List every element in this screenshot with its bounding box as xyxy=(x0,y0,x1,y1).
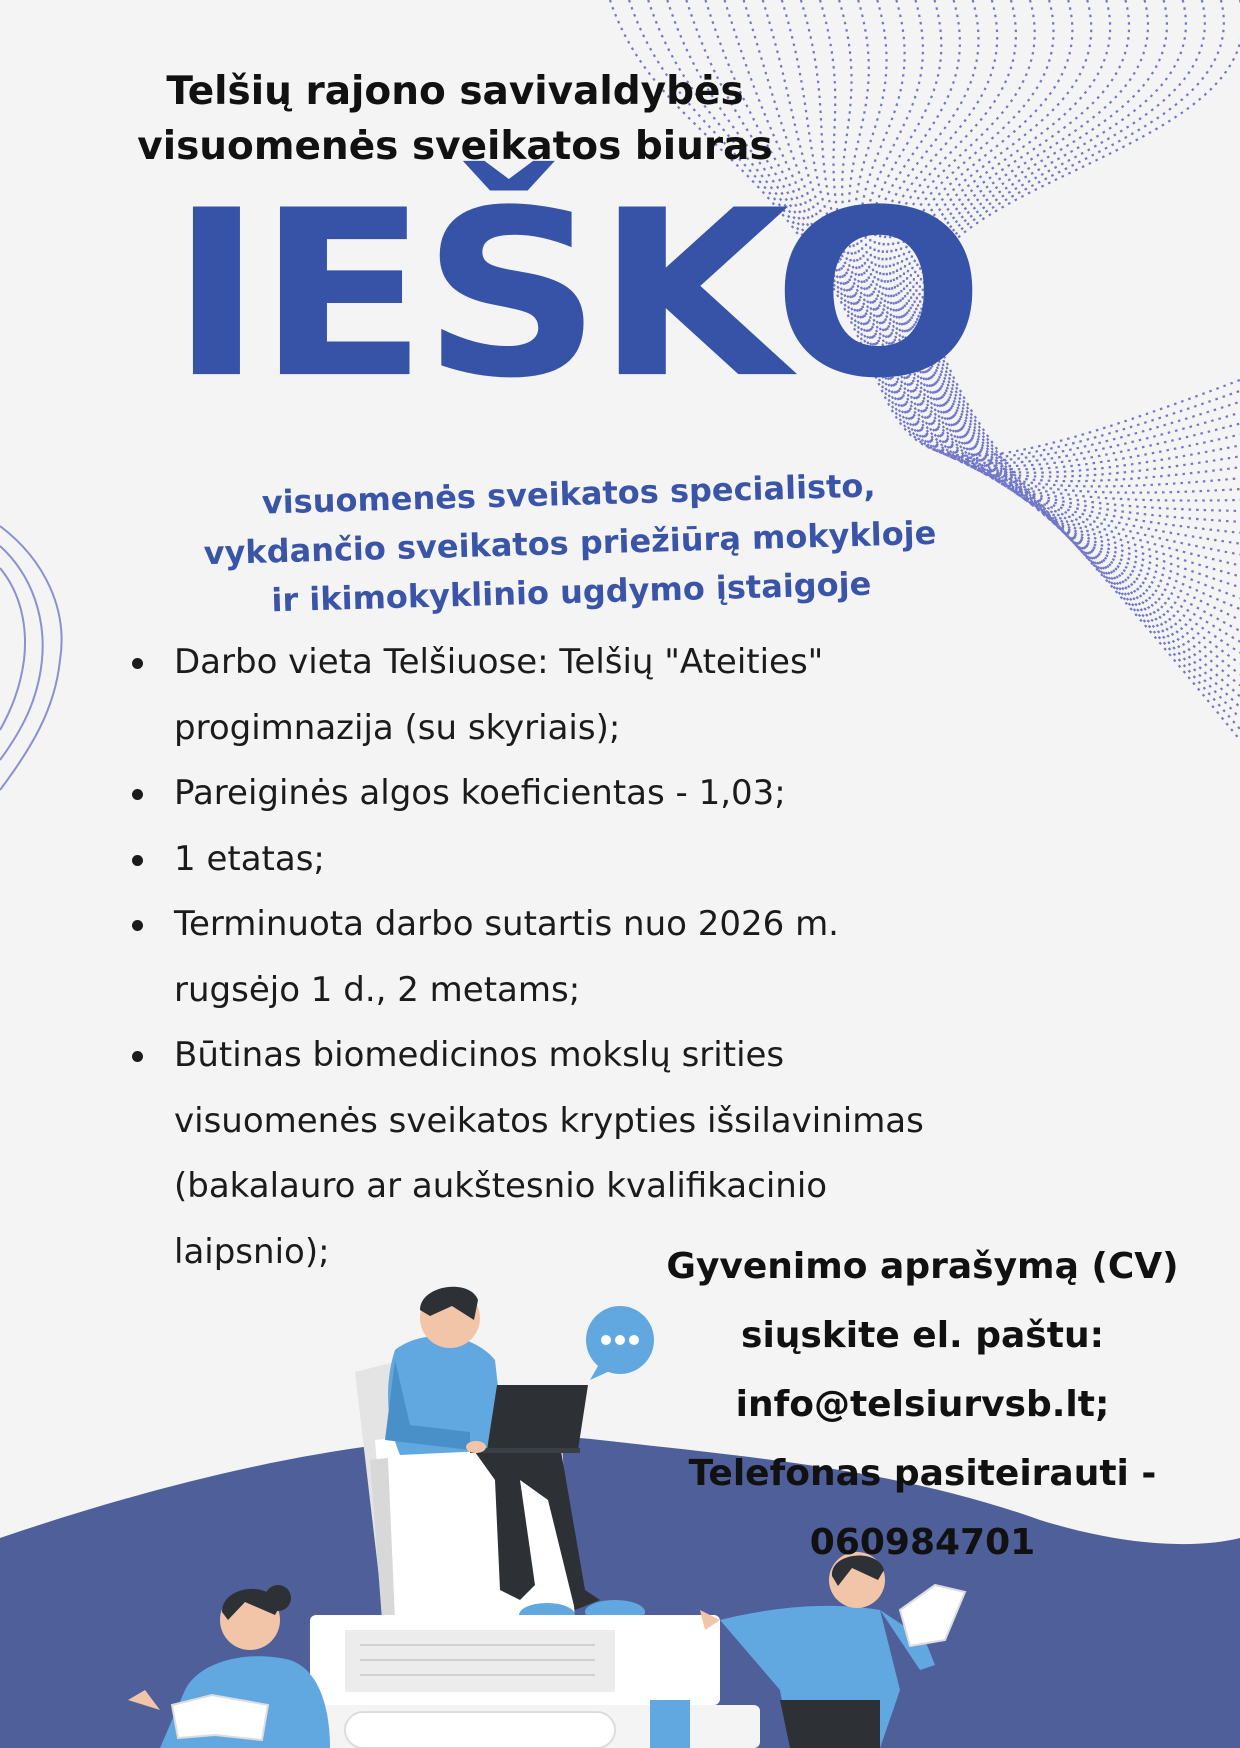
list-item-line: visuomenės sveikatos krypties išsilavinimas xyxy=(174,1100,924,1141)
contact-line2: siųskite el. paštu: xyxy=(741,1315,1104,1356)
org-title-line2: visuomenės sveikatos biuras xyxy=(137,124,773,169)
org-title-line1: Telšių rajono savivaldybės xyxy=(166,69,744,114)
contact-info xyxy=(660,1232,1185,1577)
list-item-line: Darbo vieta Telšiuose: Telšių "Ateities" xyxy=(174,642,824,682)
list-item-line: Terminuota darbo sutartis nuo 2026 m. xyxy=(174,904,839,944)
contact-phone: 060984701 xyxy=(809,1522,1036,1563)
list-item-line: 1 etatas; xyxy=(174,838,325,879)
list-item-line: (bakalauro ar aukštesnio kvalifikacinio xyxy=(174,1166,828,1206)
list-item-line: Būtinas biomedicinos mokslų srities xyxy=(174,1035,785,1075)
headline: IEŠKO xyxy=(170,160,979,429)
position-title-line1: visuomenės sveikatos specialisto, xyxy=(261,466,876,522)
position-title-line2: vykdančio sveikatos priežiūrą mokykloje xyxy=(203,513,937,573)
list-item-line: rugsėjo 1 d., 2 metams; xyxy=(174,969,581,1010)
list-item-line: Pareiginės algos koeficientas - 1,03; xyxy=(174,773,786,813)
contact-email: info@telsiurvsb.lt; xyxy=(735,1384,1110,1425)
position-title-line3: ir ikimokyklinio ugdymo įstaigoje xyxy=(270,564,872,620)
contact-line1: Gyvenimo aprašymą (CV) xyxy=(666,1246,1179,1287)
list-item-line: laipsnio); xyxy=(174,1231,330,1272)
contact-line4: Telefonas pasiteirauti - xyxy=(688,1453,1157,1494)
list-item-line: progimnazija (su skyriais); xyxy=(174,707,621,748)
